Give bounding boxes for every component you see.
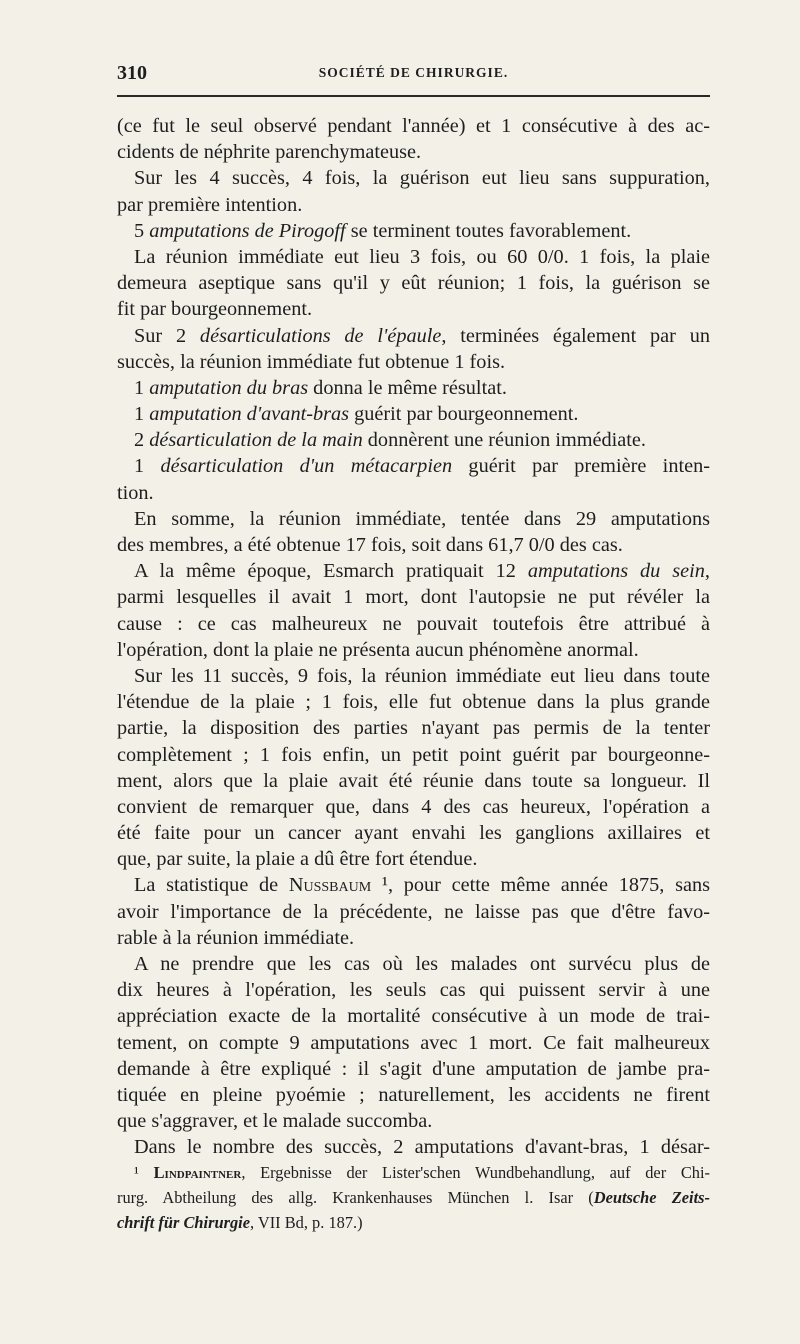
text-line-text: , (704, 560, 710, 583)
header-rule (117, 95, 710, 97)
footnote-line (117, 1160, 710, 1185)
text-line-text: demeura aseptique sans qu'il y eût réunion; 1 fois, la guérison se (117, 272, 710, 295)
text-line-text: Nussbaum (288, 874, 372, 897)
page-header (117, 62, 710, 86)
text-line (117, 270, 710, 296)
text-line (117, 689, 710, 715)
text-line (117, 846, 710, 872)
text-line (117, 113, 710, 139)
text-line-text: que s'aggraver, et le malade succomba. (117, 1110, 433, 1133)
text-line (117, 1030, 710, 1056)
text-line-text: rable à la réunion immédiate. (117, 926, 355, 949)
footnote-line-text: , VII Bd, p. 187.) (249, 1213, 363, 1232)
text-line-text: désarticulation de la main (149, 429, 363, 452)
text-line (117, 951, 710, 977)
footnote-line (117, 1210, 710, 1235)
text-line (117, 715, 710, 741)
text-line (117, 1134, 710, 1160)
text-line-text: avoir l'importance de la précédente, ne laisse pas que d'être favo- (117, 900, 710, 923)
text-line-text: Sur les 11 succès, 9 fois, la réunion immédiate eut lieu dans toute (134, 664, 710, 687)
text-line-text: ¹, pour cette même année 1875, sans (371, 874, 710, 897)
text-line-text: (ce fut le seul observé pendant l'année) et 1 consécutive à des ac- (117, 115, 710, 137)
text-line (117, 1003, 710, 1029)
text-line (117, 820, 710, 846)
text-line-text: fit par bourgeonnement. (117, 298, 313, 321)
text-line (117, 558, 710, 584)
text-line-text: La réunion immédiate eut lieu 3 fois, ou 60 0/0. 1 fois, la plaie (134, 245, 710, 268)
text-line-text: donna le même résultat. (308, 376, 507, 399)
text-line (117, 192, 710, 218)
text-line-text: A ne prendre que les cas où les malades ont survécu plus de (134, 953, 710, 975)
text-line-text: 2 (134, 429, 150, 452)
text-line-text: été faite pour un cancer ayant envahi les ganglions axillaires et (117, 822, 710, 845)
text-line-text: appréciation exacte de la mortalité consécutive à un mode de trai- (117, 1005, 710, 1028)
text-line (117, 977, 710, 1003)
text-line-text: donnèrent une réunion immédiate. (362, 429, 647, 452)
text-line-text: l'opération, dont la plaie ne présenta aucun phénomène anormal. (117, 638, 639, 661)
text-line (117, 480, 710, 506)
text-line-text: amputation d'avant-bras (149, 403, 350, 426)
text-line-text: complètement ; 1 fois enfin, un petit point guérit par bourgeonne- (117, 743, 710, 766)
footnote-line-text: Deutsche Zeits- (593, 1188, 711, 1207)
text-line-text: par première intention. (117, 193, 303, 216)
footnote-line-text: chrift für Chirurgie (117, 1213, 250, 1232)
footnotes (117, 1160, 710, 1235)
text-line-text: se terminent toutes favorablement. (345, 219, 632, 242)
text-line (117, 427, 710, 453)
text-line-text: amputation du bras (149, 376, 309, 399)
running-head: SOCIÉTÉ DE CHIRURGIE. (318, 65, 509, 80)
text-line-text: 5 (134, 219, 150, 242)
footnote-line-text: rurg. Abtheilung des allg. Krankenhauses München l. Isar ( (117, 1188, 594, 1207)
text-line-text: désarticulations de l'épaule (199, 324, 442, 347)
text-line (117, 925, 710, 951)
text-line-text: des membres, a été obtenue 17 fois, soit dans 61,7 0/0 des cas. (117, 534, 623, 556)
page-number: 310 (117, 62, 147, 84)
text-line (117, 1082, 710, 1108)
text-line (117, 165, 710, 191)
text-line-text: La statistique de (134, 874, 289, 897)
text-line (117, 323, 710, 349)
text-line-text: 1 (134, 376, 150, 399)
text-line-text: amputations du sein (527, 560, 705, 583)
text-line-text: succès, la réunion immédiate fut obtenue 1 fois. (117, 350, 506, 373)
text-line (117, 899, 710, 925)
text-line (117, 768, 710, 794)
text-line-text: Sur les 4 succès, 4 fois, la guérison eut lieu sans suppuration, (134, 167, 710, 190)
text-line (117, 1056, 710, 1082)
text-line-text: que, par suite, la plaie a dû être fort étendue. (117, 848, 478, 871)
text-line-text: tion. (117, 481, 154, 504)
text-line-text: En somme, la réunion immédiate, tentée dans 29 amputations (134, 507, 710, 530)
text-line-text: cause : ce cas malheureux ne pouvait toutefois être attribué à (117, 612, 710, 635)
text-line (117, 637, 710, 663)
text-line-text: dix heures à l'opération, les seuls cas qui puissent servir à une (117, 979, 710, 1002)
text-line-text: demande à être expliqué : il s'agit d'une amputation de jambe pra- (117, 1057, 710, 1080)
text-line-text: cidents de néphrite parenchymateuse. (117, 141, 422, 164)
text-line-text: guérit par bourgeonnement. (349, 403, 579, 426)
text-line (117, 584, 710, 610)
text-line (117, 218, 710, 244)
text-line (117, 453, 710, 479)
text-line-text: 1 (134, 455, 161, 478)
text-line-text: l'étendue de la plaie ; 1 fois, elle fut obtenue dans la plus grande (117, 691, 710, 714)
text-line (117, 663, 710, 689)
text-line (117, 375, 710, 401)
text-line-text: 1 (134, 403, 150, 426)
footnote-line (117, 1185, 710, 1210)
text-line-text: ment, alors que la plaie avait été réunie dans toute sa longueur. Il (117, 769, 710, 792)
text-line-text: désarticulation d'un métacarpien (160, 455, 453, 478)
text-line-text: convient de remarquer que, dans 4 des cas heureux, l'opération a (117, 795, 710, 818)
text-line-text: tement, on compte 9 amputations avec 1 mort. Ce fait malheureux (117, 1031, 710, 1054)
text-line (117, 742, 710, 768)
text-line-text: partie, la disposition des parties n'ayant pas permis de la tenter (117, 717, 710, 740)
text-line (117, 296, 710, 322)
text-line (117, 349, 710, 375)
text-line-text: A la même époque, Esmarch pratiquait 12 (134, 560, 528, 583)
text-line-text: amputations de Pirogoff (149, 219, 346, 242)
text-line (117, 872, 710, 898)
text-line (117, 794, 710, 820)
text-line (117, 506, 710, 532)
body-text (117, 113, 710, 1161)
text-line (117, 611, 710, 637)
footnote-line-text: Lindpaintner (153, 1163, 242, 1182)
text-line (117, 1108, 710, 1134)
text-line (117, 244, 710, 270)
text-line-text: guérit par première inten- (452, 455, 710, 478)
text-line-text: tiquée en pleine pyoémie ; naturellement, les accidents ne firent (117, 1083, 710, 1106)
text-line (117, 139, 710, 165)
text-line-text: Sur 2 (134, 324, 200, 347)
footnote-line-text: ¹ (134, 1163, 154, 1182)
text-line (117, 532, 710, 558)
text-line-text: Dans le nombre des succès, 2 amputations d'avant-bras, 1 désar- (134, 1136, 710, 1159)
text-line-text: , terminées également par un (441, 324, 710, 347)
text-line-text: parmi lesquelles il avait 1 mort, dont l'autopsie ne put révéler la (117, 586, 710, 609)
footnote-line-text: , Ergebnisse der Lister'schen Wundbehandlung, auf der Chi- (241, 1163, 710, 1182)
text-line (117, 401, 710, 427)
